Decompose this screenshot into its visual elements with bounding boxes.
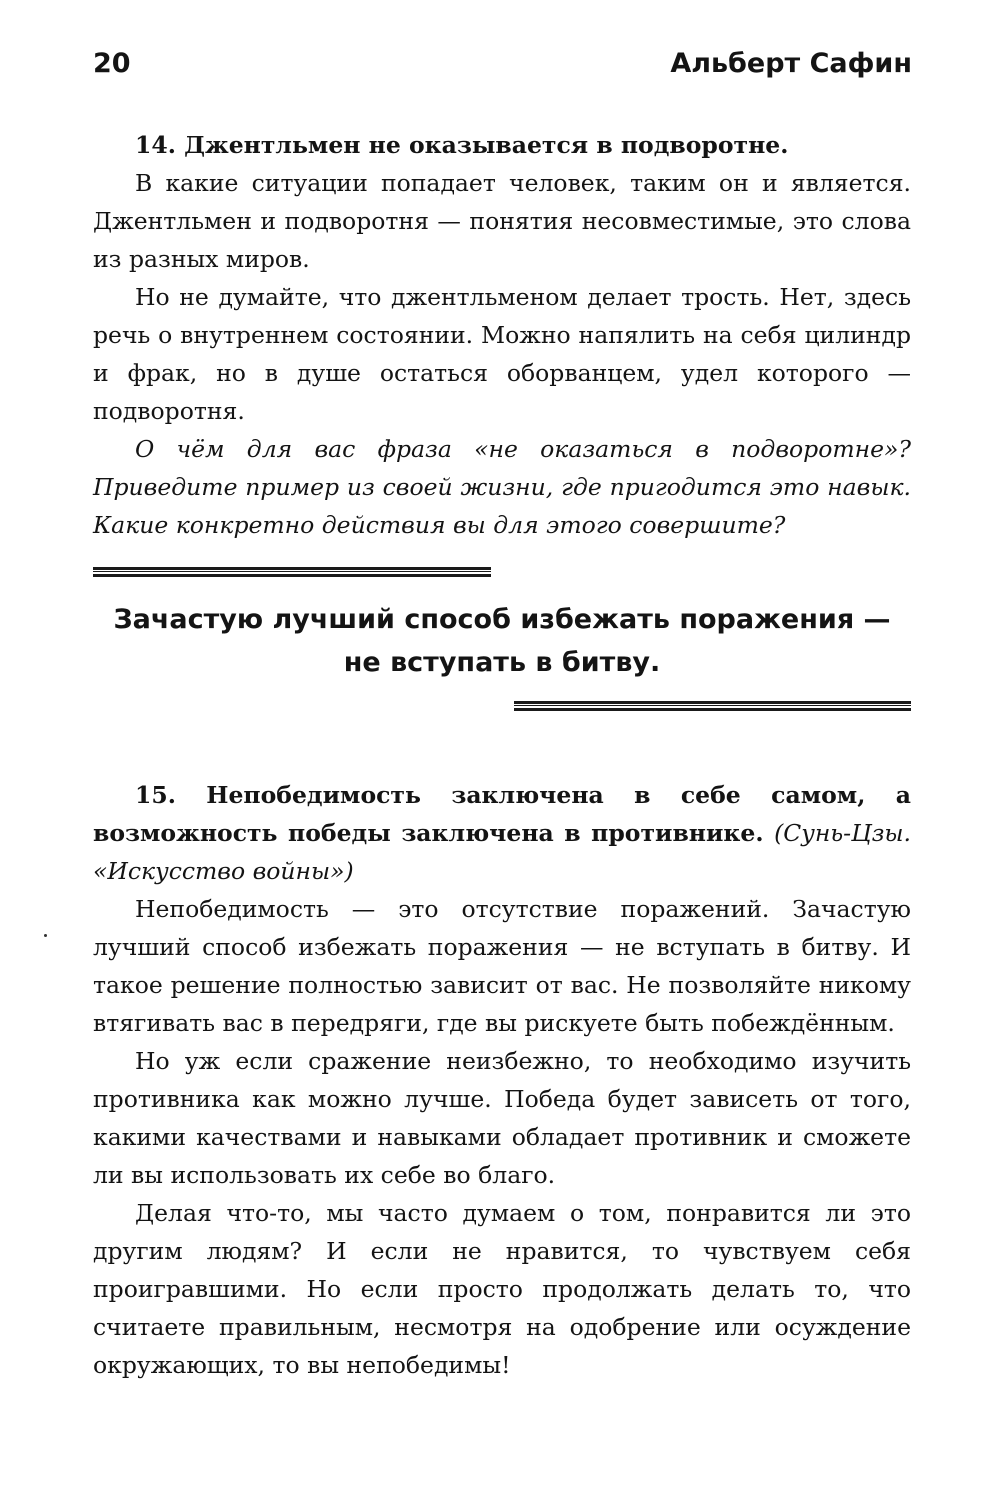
decorative-rule-bottom (514, 701, 911, 711)
decorative-rule-top (93, 567, 491, 577)
section-15 (93, 776, 911, 1384)
section-15-citation: (Сунь-Цзы. «Искусство войны») (93, 819, 911, 885)
section-15-heading: 15. Непобедимость заключена в себе самом, а возможность победы заключена в противнике. (93, 781, 911, 847)
section-14-paragraph: Но не думайте, что джентльменом делает трость. Нет, здесь речь о внутреннем состоянии. Можно напялить на себя цилиндр и фрак, но в душе остаться оборванцем, удел которого — подворотня. (93, 283, 911, 425)
section-15-heading-block (93, 776, 911, 890)
section-14-question: О чём для вас фраза «не оказаться в подворотне»? Приведите пример из своей жизни, где пригодится это навык. Какие конкретно действия вы для этого совершите? (93, 435, 911, 539)
running-header (93, 42, 912, 86)
running-header-author: Альберт Сафин (670, 48, 912, 79)
pull-quote-line: не вступать в битву. (343, 647, 661, 678)
section-14-paragraph: В какие ситуации попадает человек, таким он и является. Джентльмен и подворотня — понятия несовместимые, это слова из разных миров. (93, 169, 911, 273)
page-number: 20 (93, 48, 131, 79)
scan-speck (44, 934, 47, 937)
pull-quote-line: Зачастую лучший способ избежать поражения — (113, 604, 891, 635)
section-14 (93, 126, 911, 544)
section-15-paragraph: Делая что-то, мы часто думаем о том, понравится ли это другим людям? И если не нравится, то чувствуем себя проигравшими. Но если просто продолжать делать то, что считаете правильным, несмотря на одобрение или осуждение окружающих, то вы непобедимы! (93, 1199, 911, 1379)
section-15-paragraph: Но уж если сражение неизбежно, то необходимо изучить противника как можно лучше. Победа будет зависеть от того, какими качествами и навыками обладает противник и сможете ли вы использовать их себе во благо. (93, 1047, 911, 1189)
section-14-heading: 14. Джентльмен не оказывается в подворотне. (135, 131, 789, 159)
section-15-paragraph: Непобедимость — это отсутствие поражений. Зачастую лучший способ избежать поражения — не вступать в битву. И такое решение полностью зависит от вас. Не позволяйте никому втягивать вас в передряги, где вы рискуете быть побеждённым. (93, 895, 911, 1037)
pull-quote (93, 598, 911, 684)
